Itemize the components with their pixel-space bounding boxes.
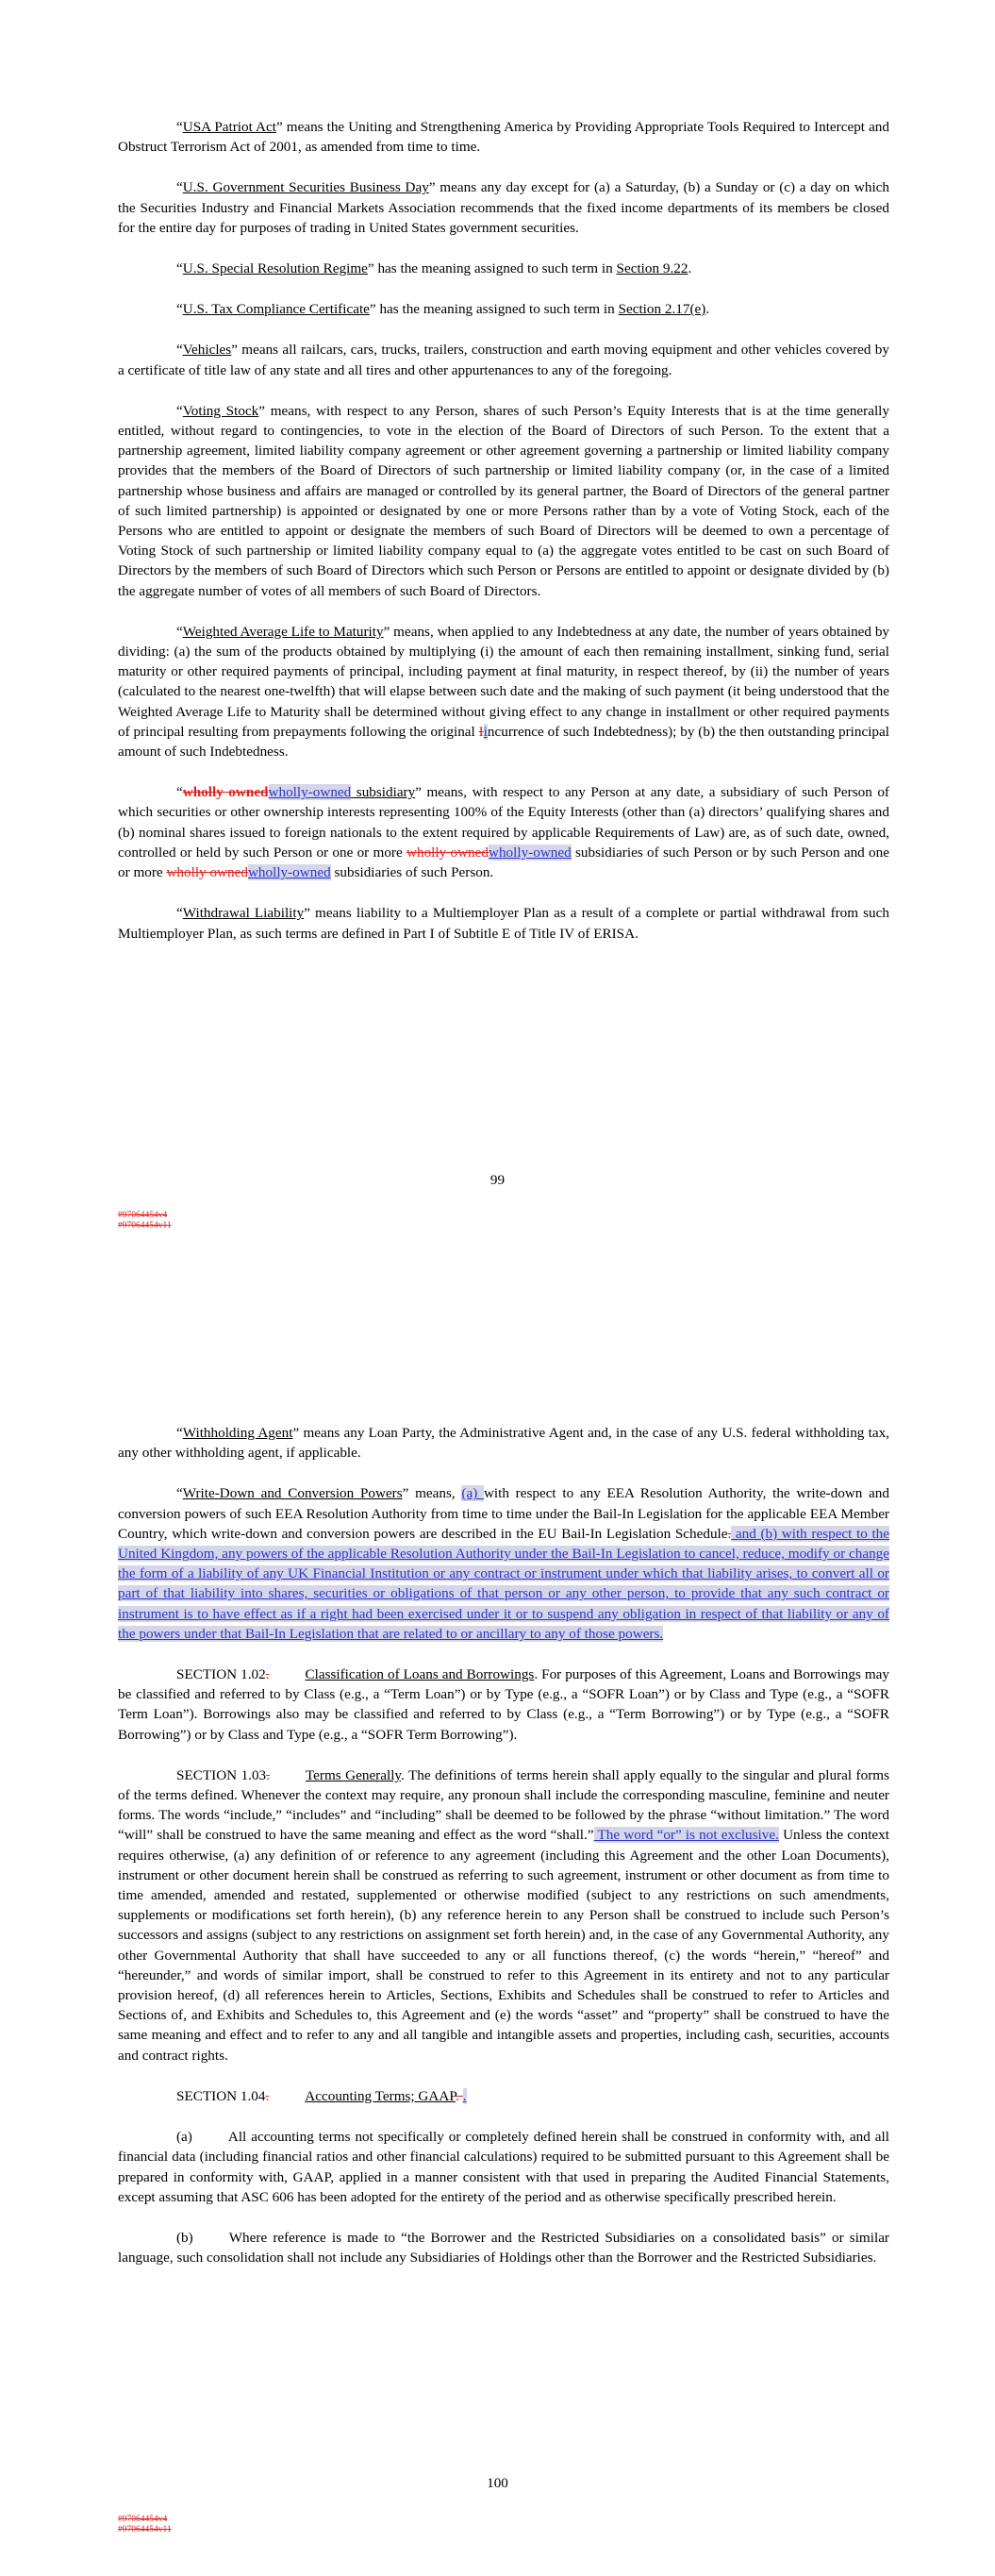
section-1-04 [118,2086,889,2106]
definition-usa-patriot-act: “USA Patriot Act” means the Uniting and Strengthening America by Providing Appropriate Tools Required to Intercept and Obstruct Terrorism Act of 2001, as amended from time to time. [118,119,889,156]
section-1-04-a: (a) All accounting terms not specifically or completely defined herein shall be construed in conformity with, and all financial data (including financial ratios and other financial calculations) required to be submitted pursuant to this Agreement shall be prepared in conformity with, GAAP, applied in a manner consistent with that used in preparing the Audited Financial Statements, except assuming that ASC 606 has been adopted for the entirety of the period and as otherwise specifically prescribed herein. [118,2129,889,2205]
deleted-text: wholly owned [182,784,269,801]
deleted-text: . [727,1525,732,1542]
section-heading: Accounting Terms; GAAP [305,2087,456,2104]
deleted-text: . [456,2087,459,2104]
document-id-new: #97064454v11 [118,2525,172,2534]
defined-term: Weighted Average Life to Maturity [182,623,384,640]
definition-withdrawal-liability: “Withdrawal Liability” means liability to a Multiemployer Plan as a result of a complete or partial withdrawal from such Multiemployer Plan, as such terms are defined in Part I of Subtitle E of Title IV of ERISA. [118,905,889,942]
definition-withholding-agent: “Withholding Agent” means any Loan Party, the Administrative Agent and, in the case of any U.S. federal withholding tax, any other withholding agent, if applicable. [118,1425,889,1462]
defined-term: USA Patriot Act [182,119,276,135]
inserted-text: i [483,723,488,740]
defined-term: Withdrawal Liability [182,905,305,922]
deleted-text: wholly owned [166,864,248,881]
definition-write-down-conversion-powers: “Write-Down and Conversion Powers” means, (a) with respect to any EEA Resolution Authority, the write-down and conversion powers of such EEA Resolution Authority from time to time under the Bail-In Legislation for the applicable EEA Member Country, which write-down and conversion powers are described in the EU Bail-In Legislation Schedule. and (b) with respect to the United Kingdom, any powers of the applicable Resolution Authority under the Bail-In Legislation to cancel, reduce, modify or change the form of a liability of any UK Financial Institution or any contract or instrument under which that liability arises, to convert all or part of that liability into shares, securities or obligations of that person or any other person, to provide that any such contract or instrument is to have effect as if a right had been exercised under it or to suspend any obligation in respect of that liability or any of the powers under that Bail-In Legislation that are related to or ancillary to any of those powers. [118,1485,889,1642]
section-number: SECTION 1.04 [176,2087,266,2104]
defined-term: Voting Stock [182,402,259,419]
inserted-text: The word “or” is not exclusive. [593,1827,779,1844]
defined-term: Vehicles [182,342,232,359]
defined-term: subsidiary [351,784,416,801]
inserted-text: and (b) with respect to the United Kingdom, any powers of the applicable Resolution Authority under the Bail-In Legislation to cancel, reduce, modify or change the form of a liability of any UK Financial Institution or any contract or instrument under which that liability arises, to convert all or part of that liability into shares, securities or obligations of that person or any other person, to provide that any such contract or instrument is to have effect as if a right had been exercised under it or to suspend any obligation in respect of that liability or any of the powers under that Bail-In Legislation that are related to or ancillary to any of those powers. [118,1525,889,1642]
page-99 [0,0,995,1255]
defined-term: Write-Down and Conversion Powers [182,1485,403,1502]
section-reference: Section 9.22 [616,260,688,277]
inserted-text: (a) [461,1485,484,1502]
defined-term: Withholding Agent [182,1425,293,1441]
definition-us-tax-compliance-certificate: “U.S. Tax Compliance Certificate” has the meaning assigned to such term in Section 2.17(e). [176,301,710,318]
definition-vehicles: “Vehicles” means all railcars, cars, trucks, trailers, construction and earth moving equipment and other vehicles covered by a certificate of title law of any state and all tires and other appurtenances to any of the foregoing. [118,342,889,378]
inserted-text: wholly-owned [488,844,572,861]
definition-us-gov-securities-business-day: “U.S. Government Securities Business Day” means any day except for (a) a Saturday, (b) a Sunday or (c) a day on which the Securities Industry and Financial Markets Association recommends that the fixed income departments of its members be closed for the entire day for purposes of trading in United States government securities. [118,179,889,236]
definition-weighted-average-life: “Weighted Average Life to Maturity” means, when applied to any Indebtedness at any date, the number of years obtained by dividing: (a) the sum of the products obtained by multiplying (i) the amount of each then remaining installment, sinking fund, serial maturity or other required payments of principal, including payment at final maturity, in respect thereof, by (ii) the number of years (calculated to the nearest one-twelfth) that will elapse between such date and the making of such payment (it being understood that the Weighted Average Life to Maturity shall be determined without giving effect to any change in installment or other required payments of principal resulting from prepayments following the original Iincurrence of such Indebtedness); by (b) the then outstanding principal amount of such Indebtedness. [118,623,890,761]
document-id-new: #97064454v11 [118,1221,172,1230]
inserted-text: . [462,2087,467,2104]
section-1-03: SECTION 1.03. Terms Generally. The definitions of terms herein shall apply equally to the singular and plural forms of the terms defined. Whenever the context may require, any pronoun shall include the corresponding masculine, feminine and neuter forms. The words “include,” “includes” and “including” shall be deemed to be followed by the phrase “without limitation.” The word “will” shall be construed to have the same meaning and effect as the word “shall.” The word “or” is not exclusive. Unless the context requires otherwise, (a) any definition of or reference to any agreement (including this Agreement and the other Loan Documents), instrument or other document herein shall be construed as referring to such agreement, instrument or other document as from time to time amended, amended and restated, supplemented or otherwise modified (subject to any restrictions on such amendments, supplements or modifications set forth herein), (b) any reference herein to any Person shall be construed to include such Person’s successors and assigns (subject to any restrictions on assignment set forth herein) and, in the case of any Governmental Authority, any other Governmental Authority that shall have succeeded to any or all functions thereof, (c) the words “herein,” “hereof” and “hereunder,” and words of similar import, shall be construed to refer to this Agreement in its entirety and not to any particular provision hereof, (d) all references herein to Articles, Sections, Exhibits and Schedules shall be construed to refer to Articles and Sections of, and Exhibits and Schedules to, this Agreement and (e) the words “asset” and “property” shall be construed to have the same meaning and effect and to refer to any and all tangible and intangible assets and properties, including cash, securities, accounts and contract rights. [118,1766,889,2064]
definition-wholly-owned-subsidiary: “wholly ownedwholly-owned subsidiary” means, with respect to any Person at any date, a subsidiary of such Person of which securities or other ownership interests representing 100% of the Equity Interests (other than (a) directors’ qualifying shares and (b) nominal shares issued to foreign nationals to the extent required by applicable Requirements of Law) are, as of such date, owned, controlled or held by such Person or one or more wholly ownedwholly-owned subsidiaries of such Person or by such Person and one or more wholly ownedwholly-owned subsidiaries of such Person. [118,784,889,881]
clause-label: (a) [176,2129,192,2146]
clause-label: (b) [176,2229,193,2246]
section-number: SECTION 1.03 [176,1766,267,1783]
deleted-text: . [266,1766,270,1783]
page-100 [0,1255,995,2576]
section-reference: Section 2.17(e) [618,301,706,318]
inserted-text: wholly-owned [268,784,352,801]
document-id-old: #97064454v4 [118,2515,168,2524]
section-heading: Terms Generally [305,1766,402,1783]
section-number: SECTION 1.02 [176,1666,266,1683]
definition-us-special-resolution-regime: “U.S. Special Resolution Regime” has the meaning assigned to such term in Section 9.22. [176,260,692,277]
defined-term: U.S. Special Resolution Regime [182,260,368,277]
inserted-text: wholly-owned [247,864,331,881]
section-heading: Classification of Loans and Borrowings [305,1666,535,1683]
page-100-body [118,1423,889,2288]
deleted-text: wholly owned [406,844,489,861]
section-1-04-b: (b) Where reference is made to “the Borrower and the Restricted Subsidiaries on a consolidated basis” or similar language, such consolidation shall not include any Subsidiaries of Holdings other than the Borrower and the Restricted Subsidiaries. [118,2229,889,2267]
defined-term: U.S. Tax Compliance Certificate [182,301,370,318]
page-99-body [118,117,889,964]
page-number: 99 [489,1172,506,1188]
document-id-old: #97064454v4 [118,1211,168,1220]
defined-term: U.S. Government Securities Business Day [182,179,429,196]
page-number: 100 [487,2475,508,2491]
deleted-text: . [265,1666,270,1683]
definition-voting-stock: “Voting Stock” means, with respect to any Person, shares of such Person’s Equity Interests that is at the time generally entitled, without regard to contingencies, to vote in the election of the Board of Directors of such Person. To the extent that a partnership agreement, limited liability company agreement or other agreement governing a partnership or limited liability company provides that the members of the Board of Directors of such partnership or limited liability company (or, in the case of a limited partnership whose business and affairs are managed or controlled by its general partner, the Board of Directors of the general partner of such limited partnership) is appointed or designated by one or more Persons rather than by a vote of Voting Stock, each of the Persons who are entitled to appoint or designate the members of such Board of Directors will be deemed to own a percentage of Voting Stock of such partnership or limited liability company equal to (a) the aggregate votes entitled to be cast on such Board of Directors by the members of such Board of Directors which such Person or Persons are entitled to appoint or designate divided by (b) the aggregate number of votes of all members of such Board of Directors. [118,402,889,599]
section-1-02: SECTION 1.02. Classification of Loans and Borrowings. For purposes of this Agreement, Loans and Borrowings may be classified and referred to by Class (e.g., a “Term Loan”) or by Type (e.g., a “SOFR Loan”) or by Class and Type (e.g., a “SOFR Term Loan”). Borrowings also may be classified and referred to by Class (e.g., a “Term Borrowing”) or by Type (e.g., a “SOFR Borrowing”) or by Class and Type (e.g., a “SOFR Term Borrowing”). [118,1666,889,1743]
deleted-text: . [265,2087,270,2104]
deleted-text: I [478,723,484,740]
